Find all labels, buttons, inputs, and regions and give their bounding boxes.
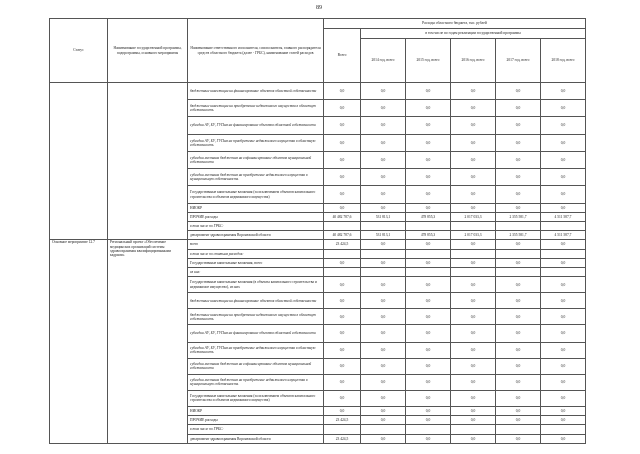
- cell-year-value: 0,0: [406, 407, 451, 416]
- row-label: Государственные капитальные вложения (за исключением объектов капитального строительства и объектов недвижимого имущества): [188, 186, 324, 203]
- cell-year-value: [541, 267, 586, 276]
- cell-year-value: 531 813,1: [361, 212, 406, 221]
- cell-year-value: 0,0: [451, 134, 496, 151]
- row-label: субсидии местным бюджетам на приобретение недвижимого имущества в муниципальную собственность: [188, 169, 324, 186]
- cell-year-value: 0,0: [541, 186, 586, 203]
- row-label: департамент здравоохранения Воронежской области: [188, 231, 324, 240]
- page-number: 89: [316, 5, 322, 11]
- row-label: Государственные капитальные вложения (за исключением объектов капитального строительства и объектов недвижимого имущества): [188, 390, 324, 406]
- row-label: субсидии АУ, БУ, ГУПам на приобретение недвижимого имущества в областную собственность: [188, 342, 324, 358]
- cell-year-value: 0,0: [361, 169, 406, 186]
- cell-year-value: 0,0: [451, 374, 496, 390]
- cell-year-value: 0,0: [451, 203, 496, 212]
- cell-year-value: 0,0: [361, 186, 406, 203]
- cell-year-value: 0,0: [541, 434, 586, 443]
- cell-year-value: 0,0: [451, 186, 496, 203]
- cell-year-value: 0,0: [406, 151, 451, 168]
- cell-year-value: 0,0: [406, 358, 451, 374]
- cell-year-value: 0,0: [406, 374, 451, 390]
- cell-year-value: 0,0: [541, 309, 586, 325]
- cell-year-value: 0,0: [451, 169, 496, 186]
- cell-year-value: 0,0: [406, 325, 451, 342]
- cell-year-value: 478 855,3: [406, 212, 451, 221]
- cell-year-value: 0,0: [496, 416, 541, 425]
- cell-year-value: 0,0: [496, 309, 541, 325]
- cell-year-value: 0,0: [541, 407, 586, 416]
- cell-year-value: 0,0: [541, 416, 586, 425]
- cell-year-value: 0,0: [451, 258, 496, 267]
- cell-year-value: [451, 425, 496, 434]
- cell-total: 0,0: [324, 358, 361, 374]
- cell-year-value: 0,0: [451, 325, 496, 342]
- cell-total: 0,0: [324, 258, 361, 267]
- cell-year-value: 0,0: [406, 258, 451, 267]
- cell-year-value: 2 355 581,7: [496, 231, 541, 240]
- cell-year-value: 0,0: [406, 117, 451, 134]
- cell-year-value: [361, 222, 406, 231]
- cell-total: 23 424,5: [324, 240, 361, 249]
- cell-total: 0,0: [324, 151, 361, 168]
- cell-year-value: 0,0: [406, 434, 451, 443]
- cell-year-value: 0,0: [451, 293, 496, 309]
- cell-year-value: 0,0: [496, 258, 541, 267]
- cell-total: 23 424,5: [324, 416, 361, 425]
- cell-total: 0,0: [324, 277, 361, 293]
- cell-year-value: 0,0: [541, 169, 586, 186]
- cell-total: 0,0: [324, 134, 361, 151]
- row-label: субсидии местным бюджетам на приобретение недвижимого имущества в муниципальную собственность: [188, 374, 324, 390]
- cell-year-value: 0,0: [541, 117, 586, 134]
- cell-year-value: 0,0: [496, 134, 541, 151]
- row-label: департамент здравоохранения Воронежской области: [188, 434, 324, 443]
- cell-year-value: 0,0: [361, 390, 406, 406]
- cell-total: [324, 249, 361, 258]
- header-total: Всего: [324, 29, 361, 83]
- header-program: Наименование государственной программы, подпрограммы, основного мероприятия: [108, 19, 188, 83]
- cell-year-value: 0,0: [361, 374, 406, 390]
- cell-year-value: 0,0: [496, 277, 541, 293]
- cell-total: 0,0: [324, 407, 361, 416]
- cell-total: 0,0: [324, 203, 361, 212]
- budget-table: [49, 18, 586, 444]
- cell-year-value: [496, 267, 541, 276]
- row-label: в том числе по ГРБС:: [188, 425, 324, 434]
- cell-year-value: 0,0: [451, 83, 496, 100]
- cell-year-value: 0,0: [451, 416, 496, 425]
- cell-year-value: 0,0: [361, 277, 406, 293]
- cell-year-value: 0,0: [361, 100, 406, 117]
- cell-total: 0,0: [324, 293, 361, 309]
- cell-year-value: 0,0: [496, 83, 541, 100]
- program-cell: [108, 83, 188, 240]
- status-cell: [50, 83, 108, 240]
- cell-year-value: 0,0: [541, 342, 586, 358]
- cell-total: 0,0: [324, 117, 361, 134]
- cell-year-value: 0,0: [451, 277, 496, 293]
- row-label: бюджетные инвестиции на приобретение недвижимого имущества в областную собственность: [188, 100, 324, 117]
- row-label: субсидии местным бюджетам на софинансирование объектов муниципальной собственности: [188, 358, 324, 374]
- cell-year-value: [406, 249, 451, 258]
- cell-year-value: [541, 425, 586, 434]
- cell-year-value: 2 017 033,3: [451, 231, 496, 240]
- cell-year-value: 0,0: [361, 83, 406, 100]
- header-expenses: Расходы областного бюджета, тыс. рублей: [324, 19, 586, 29]
- cell-year-value: 0,0: [451, 407, 496, 416]
- cell-year-value: 0,0: [451, 151, 496, 168]
- header-executor: Наименование ответственного исполнителя, соисполнителя, главного распорядителя средств областного бюджета (далее - ГРБС), наименование статей расходов: [188, 19, 324, 83]
- cell-total: 40 482 787,6: [324, 212, 361, 221]
- row-label: НИОКР: [188, 407, 324, 416]
- cell-year-value: 0,0: [361, 258, 406, 267]
- status-cell: Основное мероприятие 12.7: [50, 240, 108, 444]
- cell-year-value: 0,0: [361, 134, 406, 151]
- table-body: [50, 83, 586, 444]
- header-year: 2015 год, всего: [406, 39, 451, 83]
- cell-year-value: 0,0: [496, 151, 541, 168]
- cell-year-value: 0,0: [361, 416, 406, 425]
- header-year: 2014 год, всего: [361, 39, 406, 83]
- cell-year-value: 0,0: [451, 309, 496, 325]
- cell-total: 0,0: [324, 342, 361, 358]
- cell-year-value: 478 855,3: [406, 231, 451, 240]
- cell-year-value: 0,0: [496, 434, 541, 443]
- table-row: [50, 83, 586, 100]
- table-header: [50, 19, 586, 83]
- cell-year-value: 0,0: [496, 186, 541, 203]
- cell-year-value: 0,0: [451, 358, 496, 374]
- cell-year-value: 0,0: [541, 374, 586, 390]
- header-year: 2018 год, всего: [541, 39, 586, 83]
- cell-year-value: 0,0: [496, 358, 541, 374]
- cell-year-value: 0,0: [361, 407, 406, 416]
- cell-total: 0,0: [324, 100, 361, 117]
- cell-year-value: 0,0: [406, 416, 451, 425]
- cell-total: 40 482 787,6: [324, 231, 361, 240]
- cell-total: 0,0: [324, 390, 361, 406]
- cell-year-value: 0,0: [406, 240, 451, 249]
- cell-year-value: 0,0: [541, 134, 586, 151]
- cell-year-value: 531 813,1: [361, 231, 406, 240]
- cell-year-value: 0,0: [496, 203, 541, 212]
- row-label: субсидии местным бюджетам на софинансирование объектов муниципальной собственности: [188, 151, 324, 168]
- cell-year-value: [406, 222, 451, 231]
- cell-year-value: [496, 249, 541, 258]
- row-label: Государственные капитальные вложения, всего: [188, 258, 324, 267]
- cell-year-value: 0,0: [496, 374, 541, 390]
- header-year: 2016 год, всего: [451, 39, 496, 83]
- cell-year-value: 0,0: [406, 277, 451, 293]
- cell-year-value: [451, 249, 496, 258]
- cell-year-value: 0,0: [541, 258, 586, 267]
- cell-year-value: 0,0: [541, 390, 586, 406]
- cell-year-value: [541, 249, 586, 258]
- cell-total: [324, 425, 361, 434]
- cell-year-value: 0,0: [361, 203, 406, 212]
- cell-year-value: 0,0: [406, 100, 451, 117]
- row-label: бюджетные инвестиции на финансирование объектов областной собственности: [188, 83, 324, 100]
- cell-year-value: 0,0: [496, 325, 541, 342]
- cell-total: [324, 222, 361, 231]
- cell-year-value: [361, 425, 406, 434]
- cell-year-value: 0,0: [361, 342, 406, 358]
- cell-year-value: [406, 267, 451, 276]
- cell-year-value: 0,0: [361, 358, 406, 374]
- cell-year-value: 0,0: [406, 342, 451, 358]
- cell-year-value: 0,0: [406, 186, 451, 203]
- cell-year-value: 0,0: [496, 240, 541, 249]
- cell-total: 0,0: [324, 83, 361, 100]
- cell-year-value: 0,0: [496, 100, 541, 117]
- cell-year-value: 4 511 587,7: [541, 231, 586, 240]
- cell-year-value: 0,0: [406, 203, 451, 212]
- row-label: в том числе по статьям расходов:: [188, 249, 324, 258]
- cell-year-value: 0,0: [496, 117, 541, 134]
- cell-total: 0,0: [324, 186, 361, 203]
- program-cell: Региональный проект «Обеспечение медицинских организаций системы здравоохранения квалифицированными кадрами»: [108, 240, 188, 444]
- cell-year-value: 0,0: [451, 100, 496, 117]
- cell-year-value: [496, 222, 541, 231]
- cell-year-value: 0,0: [541, 277, 586, 293]
- cell-year-value: 0,0: [406, 83, 451, 100]
- cell-year-value: 0,0: [496, 390, 541, 406]
- cell-year-value: 0,0: [541, 325, 586, 342]
- row-label: ПРОЧИЕ расходы: [188, 416, 324, 425]
- table-row: [50, 240, 586, 249]
- row-label: ПРОЧИЕ расходы: [188, 212, 324, 221]
- cell-year-value: 0,0: [451, 342, 496, 358]
- cell-total: 0,0: [324, 374, 361, 390]
- row-label: бюджетные инвестиции на приобретение недвижимого имущества в областную собственность: [188, 309, 324, 325]
- cell-year-value: [451, 267, 496, 276]
- cell-year-value: 0,0: [541, 100, 586, 117]
- cell-year-value: 2 355 581,7: [496, 212, 541, 221]
- cell-total: 23 424,5: [324, 434, 361, 443]
- cell-year-value: [496, 425, 541, 434]
- row-label: бюджетные инвестиции на финансирование объектов областной собственности: [188, 293, 324, 309]
- cell-year-value: 0,0: [361, 325, 406, 342]
- cell-year-value: 0,0: [361, 151, 406, 168]
- cell-year-value: 2 017 033,3: [451, 212, 496, 221]
- cell-year-value: 0,0: [406, 309, 451, 325]
- cell-year-value: [406, 425, 451, 434]
- row-label: субсидии АУ, БУ, ГУПам на приобретение недвижимого имущества в областную собственность: [188, 134, 324, 151]
- row-label: из них:: [188, 267, 324, 276]
- cell-year-value: 0,0: [451, 434, 496, 443]
- cell-total: 0,0: [324, 309, 361, 325]
- cell-year-value: [541, 222, 586, 231]
- cell-year-value: 0,0: [496, 293, 541, 309]
- cell-year-value: 0,0: [406, 169, 451, 186]
- cell-year-value: 0,0: [541, 203, 586, 212]
- cell-total: [324, 267, 361, 276]
- cell-year-value: 0,0: [541, 151, 586, 168]
- cell-year-value: 0,0: [361, 309, 406, 325]
- cell-year-value: 0,0: [361, 240, 406, 249]
- cell-year-value: 0,0: [496, 342, 541, 358]
- row-label: субсидии АУ, БУ, ГУПам на финансирование объектов областной собственности: [188, 325, 324, 342]
- cell-year-value: 0,0: [451, 390, 496, 406]
- cell-year-value: 0,0: [361, 117, 406, 134]
- row-label: субсидии АУ, БУ, ГУПам на финансирование объектов областной собственности: [188, 117, 324, 134]
- cell-year-value: 0,0: [541, 358, 586, 374]
- cell-year-value: 0,0: [361, 293, 406, 309]
- row-label: в том числе по ГРБС:: [188, 222, 324, 231]
- cell-year-value: [451, 222, 496, 231]
- cell-year-value: [361, 267, 406, 276]
- cell-year-value: 0,0: [541, 240, 586, 249]
- cell-year-value: 0,0: [451, 117, 496, 134]
- cell-year-value: 0,0: [406, 134, 451, 151]
- header-by-years: в том числе по годам реализации государственной программы: [361, 29, 586, 39]
- cell-year-value: 0,0: [361, 434, 406, 443]
- cell-total: 0,0: [324, 169, 361, 186]
- cell-year-value: 0,0: [496, 407, 541, 416]
- cell-year-value: 0,0: [496, 169, 541, 186]
- row-label: всего: [188, 240, 324, 249]
- cell-year-value: 4 511 587,7: [541, 212, 586, 221]
- cell-total: 0,0: [324, 325, 361, 342]
- header-status: Статус: [50, 19, 108, 83]
- cell-year-value: 0,0: [541, 293, 586, 309]
- header-year: 2017 год, всего: [496, 39, 541, 83]
- cell-year-value: 0,0: [406, 390, 451, 406]
- cell-year-value: [361, 249, 406, 258]
- row-label: НИОКР: [188, 203, 324, 212]
- cell-year-value: 0,0: [451, 240, 496, 249]
- cell-year-value: 0,0: [406, 293, 451, 309]
- cell-year-value: 0,0: [541, 83, 586, 100]
- row-label: Государственные капитальные вложения (в объекты капитального строительства и недвижимое имущество), из них: [188, 277, 324, 293]
